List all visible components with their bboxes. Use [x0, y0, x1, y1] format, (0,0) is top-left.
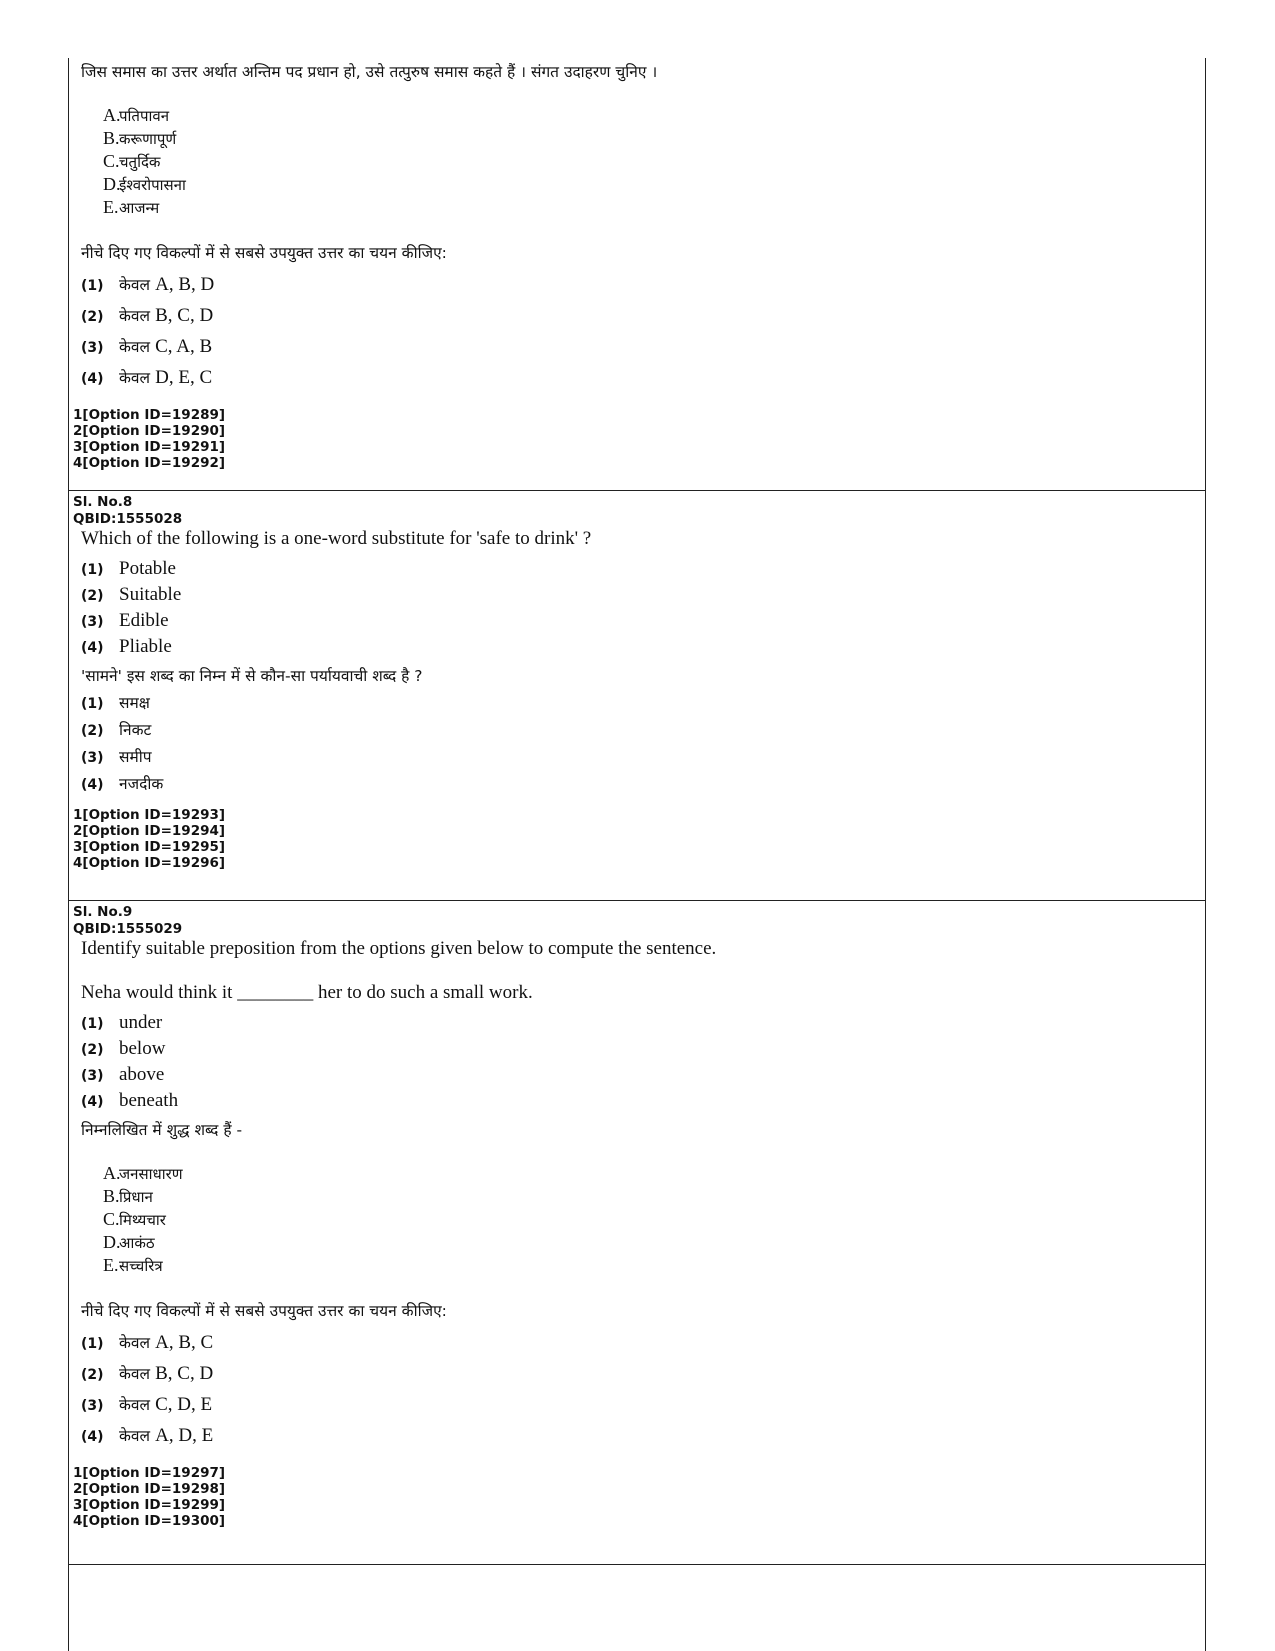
question-stem: जिस समास का उत्तर अर्थात अन्तिम पद प्रधान हो, उसे तत्पुरुष समास कहते हैं । संगत उदाहरण चुनिए । — [81, 63, 658, 81]
answer-option: (3) केवल C, A, B — [81, 336, 213, 357]
statement-item: E. आजन्म — [103, 197, 160, 217]
question-meta — [73, 901, 1205, 938]
answer-option: (4) केवल D, E, C — [81, 367, 213, 388]
sentence-text: Neha would think it ________ her to do such a small work. — [81, 982, 533, 1003]
statement-item: E. सच्चरित्र — [103, 1255, 163, 1275]
statement-list — [73, 1162, 1205, 1277]
statement-item: D. ईश्वरोपासना — [103, 174, 186, 194]
option-id: 4[Option ID=19296] — [73, 855, 226, 871]
option-id: 1[Option ID=19297] — [73, 1465, 226, 1481]
answer-option: (3) above — [81, 1064, 165, 1085]
option-id: 2[Option ID=19294] — [73, 823, 226, 839]
answer-option: (2) निकट — [81, 721, 152, 739]
question-stem-hindi: निम्नलिखित में शुद्ध शब्द हैं - — [81, 1121, 243, 1139]
statement-item: C. मिथ्यचार — [103, 1209, 166, 1229]
answer-option: (4) Pliable — [81, 636, 172, 657]
question-stem-hindi: 'सामने' इस शब्द का निम्न में से कौन-सा पर्यायवाची शब्द है ? — [81, 667, 423, 685]
answer-option: (4) beneath — [81, 1090, 179, 1111]
statement-item: B. करूणापूर्ण — [103, 128, 177, 148]
qbid: QBID:1555029 — [73, 921, 183, 937]
option-id: 1[Option ID=19289] — [73, 407, 226, 423]
option-id-list — [73, 1465, 1205, 1529]
serial-number: Sl. No.8 — [73, 494, 133, 510]
answer-option: (2) केवल B, C, D — [81, 1363, 214, 1384]
statement-item: D. आकंठ — [103, 1232, 155, 1252]
exam-page — [68, 58, 1206, 1651]
question-block-8 — [69, 491, 1205, 901]
answer-option: (4) नजदीक — [81, 775, 164, 793]
statement-item: A. पतिपावन — [103, 105, 170, 125]
answer-option: (2) below — [81, 1038, 166, 1059]
statement-item: B. प्रिधान — [103, 1186, 153, 1206]
answer-option: (4) केवल A, D, E — [81, 1425, 214, 1446]
option-id: 3[Option ID=19295] — [73, 839, 226, 855]
statement-item: C. चतुर्दिक — [103, 151, 161, 171]
serial-number: Sl. No.9 — [73, 904, 133, 920]
question-stem-english: Which of the following is a one-word substitute for 'safe to drink' ? — [81, 528, 592, 549]
option-id: 3[Option ID=19291] — [73, 439, 226, 455]
option-id: 4[Option ID=19300] — [73, 1513, 226, 1529]
answer-option: (1) केवल A, B, D — [81, 274, 215, 295]
statement-item: A. जनसाधारण — [103, 1163, 183, 1183]
option-id: 1[Option ID=19293] — [73, 807, 226, 823]
question-stem-english: Identify suitable preposition from the options given below to compute the sentence. — [81, 938, 717, 959]
option-id: 2[Option ID=19290] — [73, 423, 226, 439]
answer-option: (3) केवल C, D, E — [81, 1394, 213, 1415]
question-block-9 — [69, 901, 1205, 1565]
answer-option: (1) समक्ष — [81, 694, 150, 712]
answer-option: (1) केवल A, B, C — [81, 1332, 214, 1353]
option-id-list — [73, 807, 1205, 871]
option-id: 3[Option ID=19299] — [73, 1497, 226, 1513]
question-meta — [73, 491, 1205, 528]
answer-option: (2) केवल B, C, D — [81, 305, 214, 326]
question-block-7 — [69, 58, 1205, 491]
answer-option: (1) Potable — [81, 558, 176, 579]
option-id: 2[Option ID=19298] — [73, 1481, 226, 1497]
option-id: 4[Option ID=19292] — [73, 455, 226, 471]
option-id-list — [73, 407, 1205, 471]
answer-option: (2) Suitable — [81, 584, 182, 605]
answer-option: (1) under — [81, 1012, 163, 1033]
instruction-text: नीचे दिए गए विकल्पों में से सबसे उपयुक्त उत्तर का चयन कीजिए: — [81, 244, 447, 262]
instruction-text: नीचे दिए गए विकल्पों में से सबसे उपयुक्त उत्तर का चयन कीजिए: — [81, 1302, 447, 1320]
answer-option: (3) Edible — [81, 610, 169, 631]
qbid: QBID:1555028 — [73, 511, 183, 527]
answer-option: (3) समीप — [81, 748, 152, 766]
statement-list — [73, 104, 1205, 219]
